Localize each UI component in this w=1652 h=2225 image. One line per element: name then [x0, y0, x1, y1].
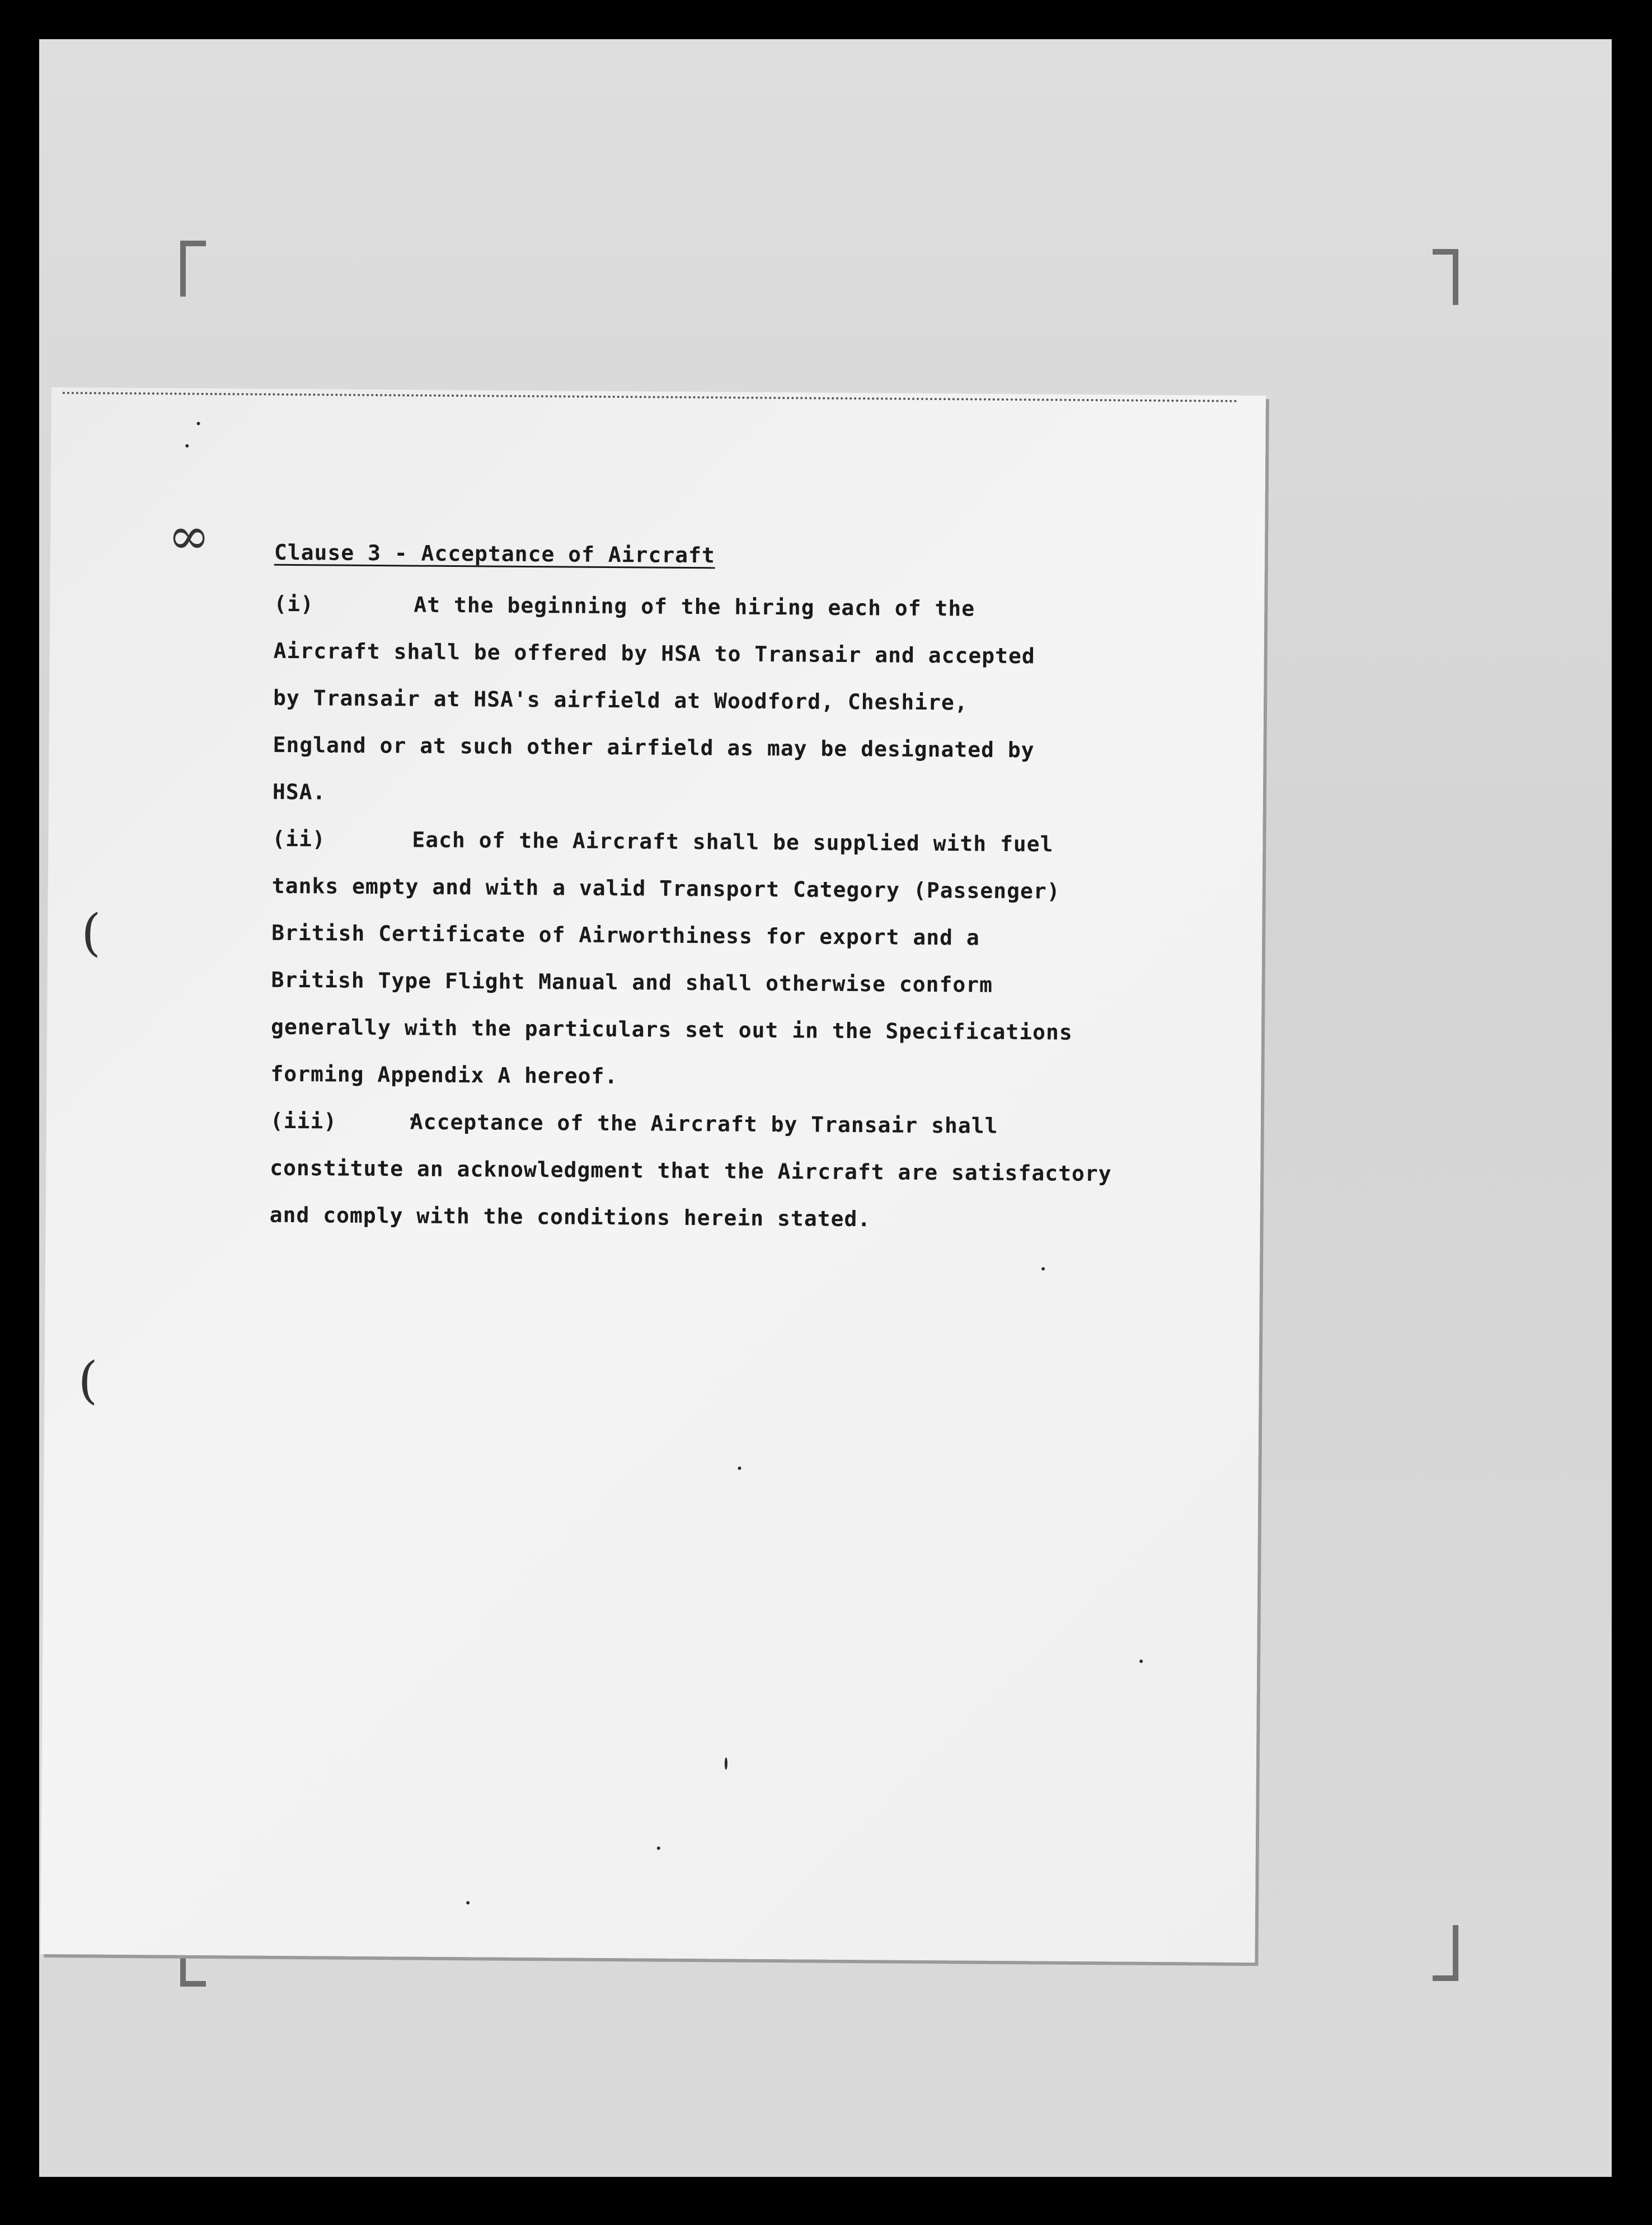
paragraph-line: tanks empty and with a valid Transport Category (Passenger): [271, 873, 1060, 904]
clause-paragraph-iii: [269, 1097, 1222, 1245]
paragraph-number: (ii): [272, 826, 326, 852]
film-frame: [39, 39, 1612, 2177]
paragraph-number: (iii): [270, 1108, 337, 1134]
crop-mark-top-right: [1433, 249, 1458, 305]
print-speck: [738, 1467, 741, 1470]
paragraph-line: forming Appendix A hereof.: [270, 1061, 618, 1089]
print-speck: [466, 1901, 470, 1904]
paragraph-line: HSA.: [272, 779, 326, 805]
punch-hole-mark: (: [81, 903, 101, 963]
crop-mark-top-left: [180, 241, 206, 297]
paragraph-line: and comply with the conditions herein stated.: [269, 1202, 871, 1232]
crop-mark-bottom-right: [1433, 1925, 1458, 1981]
paragraph-text: Each of the Aircraft shall be supplied with fuel: [412, 827, 1054, 857]
paragraph-line: [272, 815, 1224, 869]
clause-paragraph-ii: [270, 815, 1223, 1104]
binding-hole-mark: ∞: [167, 506, 210, 566]
paragraph-line: constitute an acknowledgment that the Aircraft are satisfactory: [270, 1155, 1112, 1186]
punch-hole-mark: (: [78, 1351, 98, 1410]
paragraph-line: British Certificate of Airworthiness for export and a: [271, 920, 980, 950]
clause-heading: Clause 3 - Acceptance of Aircraft: [274, 539, 716, 568]
paragraph-line: by Transair at HSA's airfield at Woodford, Cheshire,: [273, 685, 968, 715]
paragraph-line: [274, 580, 1226, 634]
print-speck: [185, 444, 189, 448]
paragraph-line: England or at such other airfield as may be designated by: [273, 732, 1035, 763]
print-speck: [725, 1757, 728, 1769]
paragraph-number: (i): [274, 591, 315, 617]
print-speck: [197, 422, 200, 425]
paragraph-line: British Type Flight Manual and shall otherwise conform: [271, 967, 993, 997]
print-speck: [1139, 1660, 1143, 1663]
print-speck: [657, 1847, 660, 1850]
document-page: [40, 387, 1265, 1963]
document-body: [269, 540, 1226, 1245]
print-speck: [1041, 1267, 1045, 1270]
clause-paragraph-i: [273, 580, 1226, 822]
paragraph-text: At the beginning of the hiring each of the: [414, 592, 975, 621]
paragraph-text: Acceptance of the Aircraft by Transair shall: [410, 1109, 998, 1138]
paragraph-line: Aircraft shall be offered by HSA to Transair and accepted: [273, 638, 1035, 669]
paragraph-line: [270, 1097, 1222, 1151]
paragraph-line: generally with the particulars set out in the Specifications: [270, 1014, 1073, 1045]
